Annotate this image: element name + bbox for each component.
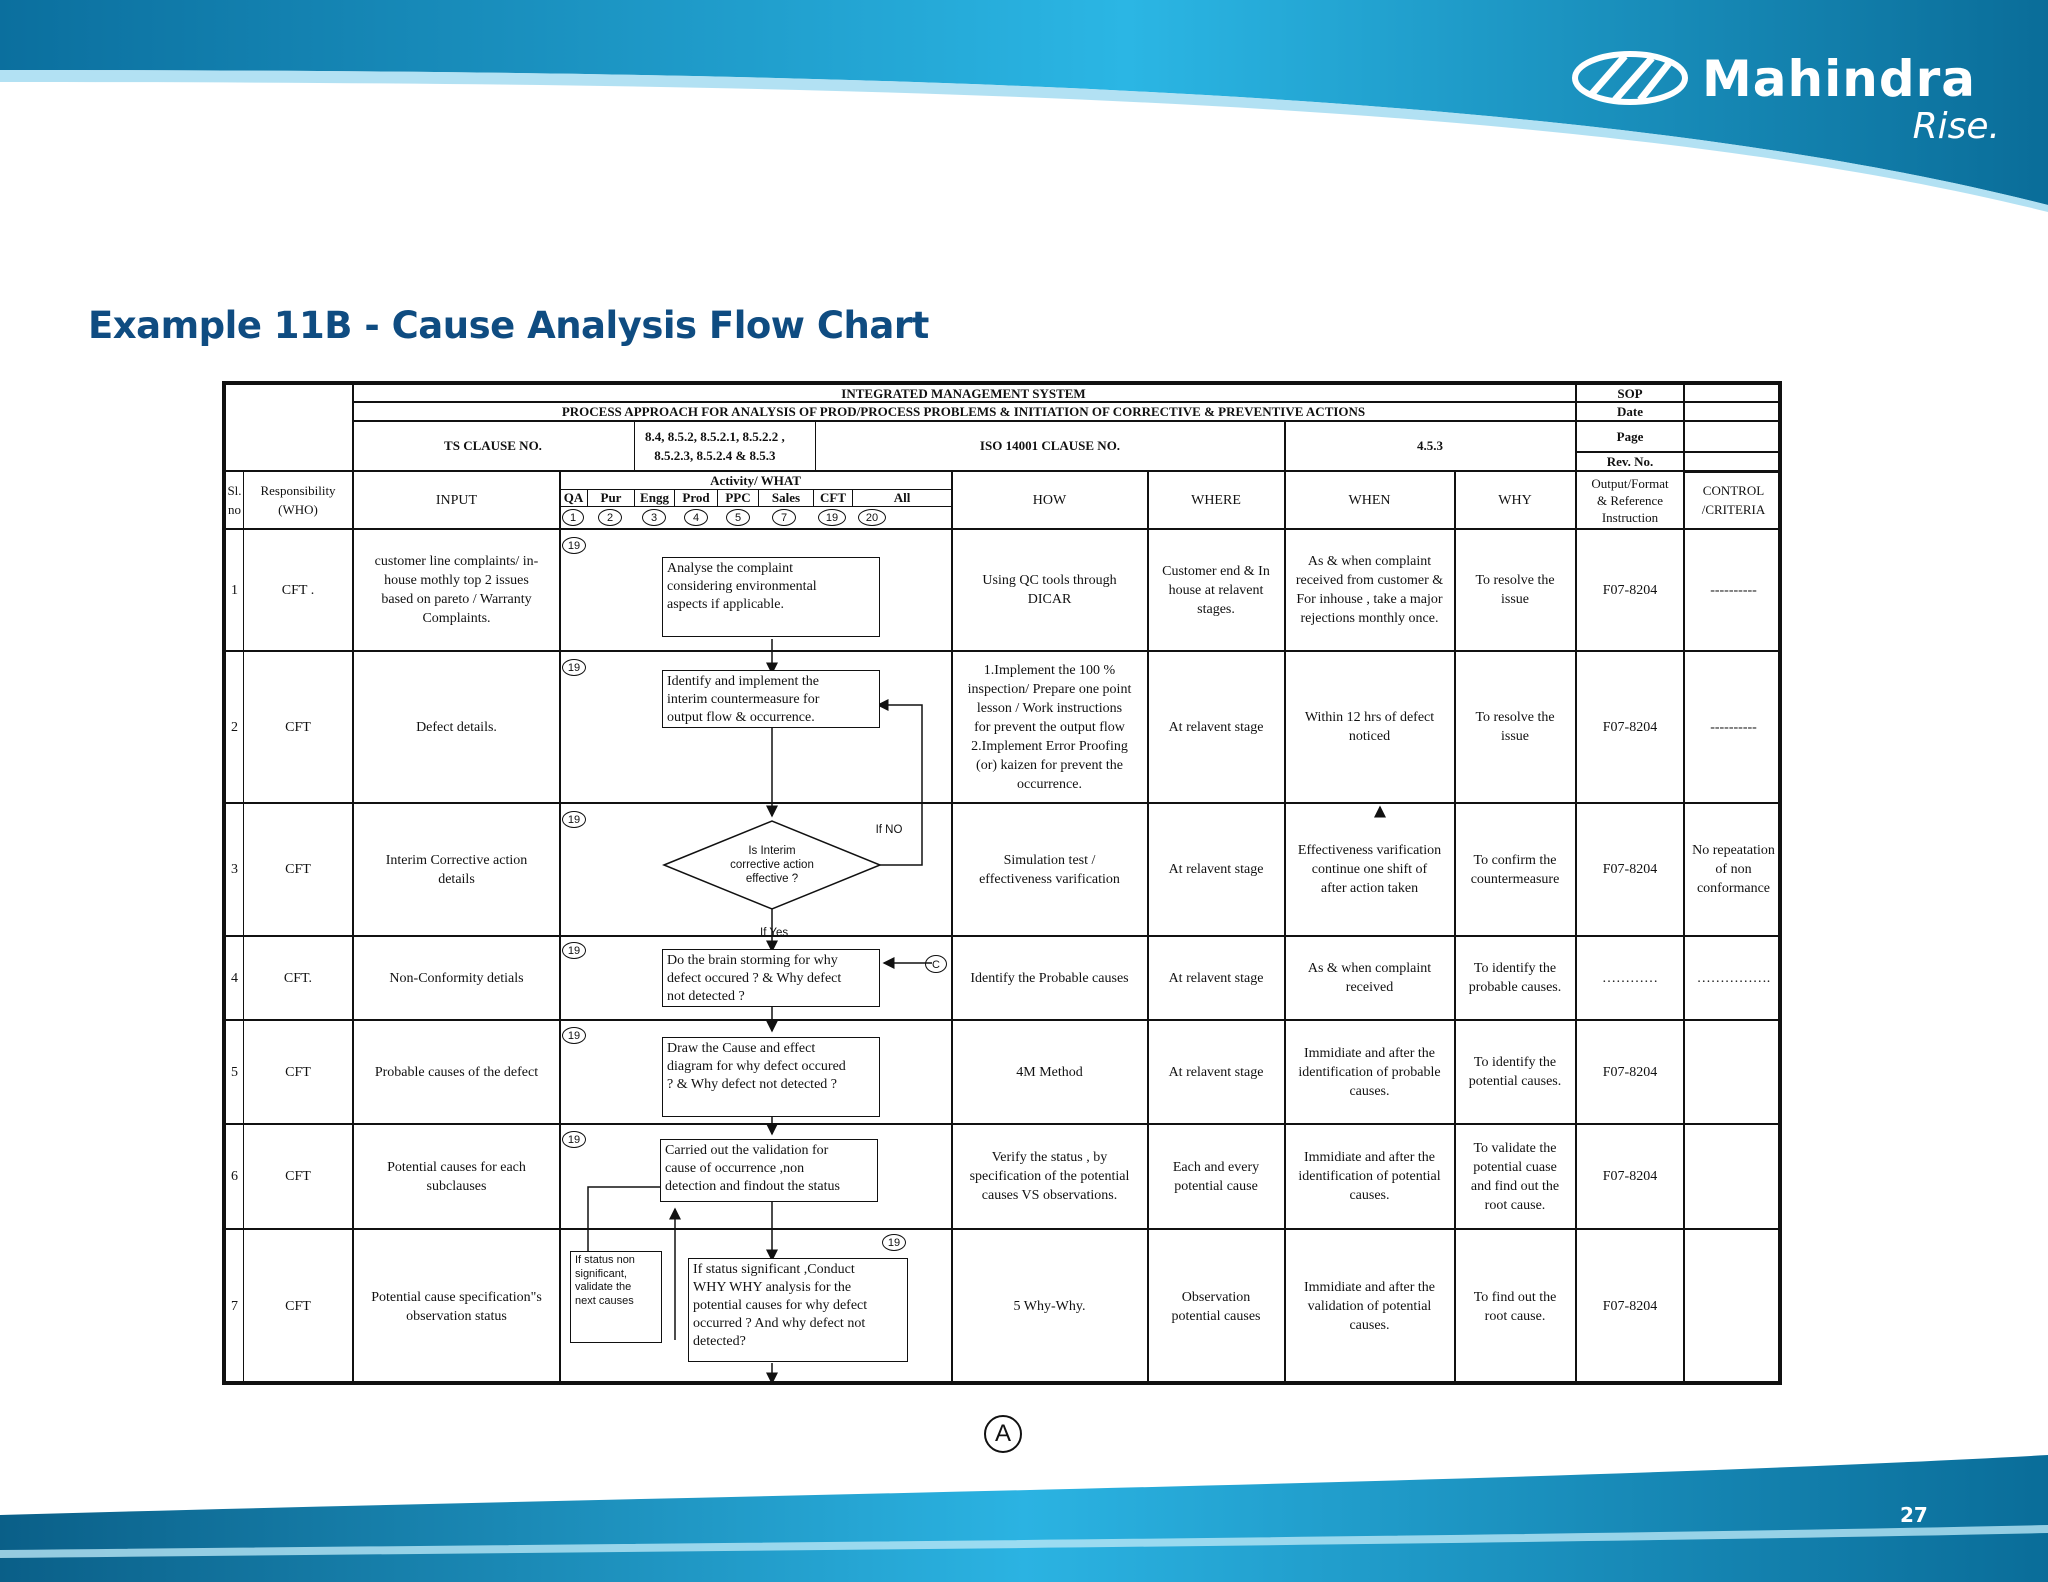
- row-3-where: At relavent stage: [1168, 862, 1264, 877]
- connector-c: C: [925, 955, 947, 973]
- row-4-output: …………: [1602, 970, 1658, 986]
- slide-title: Example 11B - Cause Analysis Flow Chart: [88, 304, 929, 347]
- row-2-when: Within 12 hrs of defect noticed: [1304, 710, 1435, 744]
- row-4-why: To identify the probable causes.: [1468, 961, 1562, 995]
- rev-label: Rev. No.: [1606, 453, 1654, 469]
- row-7-sl: 7: [231, 1299, 238, 1314]
- row-6-output: F07-8204: [1602, 1169, 1658, 1184]
- mahindra-logo: [1570, 48, 2010, 158]
- row-6-input: Potential causes for each subclauses: [387, 1159, 526, 1194]
- flow-step-brainstorm: Do the brain storming for why defect occured ? & Why defect not detected ?: [662, 949, 880, 1007]
- row-2-sl: 2: [231, 719, 238, 735]
- row-5-who: CFT: [285, 1064, 311, 1080]
- dept-pur: Pur: [600, 490, 622, 505]
- row-5-why: To identify the potential causes.: [1468, 1055, 1562, 1089]
- flow-if-no-label: If NO: [875, 823, 903, 836]
- header-activity: Activity/ WHAT: [710, 473, 801, 488]
- row-7-when: Immidiate and after the validation of potential causes.: [1304, 1280, 1435, 1333]
- row-6-where: Each and every potential cause: [1172, 1159, 1260, 1194]
- dept-cft: CFT: [820, 490, 846, 505]
- row-1-when: As & when complaint received from customer & For inhouse , take a major rejections monthly once.: [1295, 554, 1444, 626]
- header-sl: Sl. no: [227, 483, 242, 517]
- brand-name: Mahindra: [1702, 50, 1977, 108]
- dept-code: 19: [818, 509, 846, 526]
- row-1-control: ----------: [1710, 582, 1757, 598]
- date-label: Date: [1617, 403, 1643, 419]
- connector-a: A: [984, 1415, 1022, 1453]
- row-3-how: Simulation test / effectiveness varification: [979, 852, 1120, 887]
- header-where: WHERE: [1191, 492, 1241, 508]
- flow-decision-effective: Is Interim corrective action effective ?: [730, 845, 814, 885]
- dept-code: 3: [642, 509, 666, 526]
- row-2-where: At relavent stage: [1168, 719, 1264, 735]
- row-3-who: CFT: [285, 862, 311, 877]
- cft-marker: 19: [562, 659, 586, 676]
- flow-step-why-why: If status significant ,Conduct WHY WHY analysis for the potential causes for why defect occurred ? And why defect not detected?: [688, 1258, 908, 1362]
- row-4-how: Identify the Probable causes: [970, 970, 1129, 986]
- header-input: INPUT: [435, 492, 478, 508]
- row-4-input: Non-Conformity detials: [389, 970, 524, 986]
- brand-tagline: Rise.: [1912, 106, 2000, 147]
- row-1-why: To resolve the issue: [1475, 573, 1555, 607]
- flow-step-non-significant: If status non significant, validate the next causes: [570, 1251, 662, 1343]
- row-1-input: customer line complaints/ in- house mothly top 2 issues based on pareto / Warranty Complaints.: [374, 554, 539, 626]
- flow-step-interim-countermeasure: Identify and implement the interim countermeasure for output flow & occurrence.: [662, 670, 880, 728]
- row-5-where: At relavent stage: [1168, 1064, 1264, 1080]
- procedure-sheet: [222, 381, 1782, 1385]
- header-output: Output/Format & Reference Instruction: [1591, 475, 1669, 525]
- header-who: Responsibility (WHO): [260, 483, 336, 517]
- page-label: Page: [1616, 428, 1644, 444]
- row-1-sl: 1: [231, 582, 238, 598]
- row-2-output: F07-8204: [1602, 719, 1658, 735]
- ts-clause-value: 8.4, 8.5.2, 8.5.2.1, 8.5.2.2 , 8.5.2.3, 8.5.2.4 & 8.5.3: [645, 428, 785, 463]
- row-6-why: To validate the potential cuase and find out the root cause.: [1470, 1140, 1560, 1213]
- row-6-who: CFT: [285, 1169, 311, 1184]
- dept-all: All: [893, 490, 911, 505]
- dept-sales: Sales: [771, 490, 801, 505]
- mahindra-emblem-icon: [1570, 48, 1690, 108]
- page-number: 27: [1900, 1503, 1928, 1527]
- dept-code: 2: [598, 509, 622, 526]
- footer-band: [0, 1455, 2048, 1582]
- row-3-input: Interim Corrective action details: [385, 852, 528, 887]
- row-5-how: 4M Method: [1016, 1064, 1083, 1080]
- row-3-control: No repeatation of non conformance: [1692, 843, 1775, 896]
- dept-engg: Engg: [640, 490, 669, 505]
- dept-qa: QA: [563, 490, 584, 505]
- row-7-who: CFT: [285, 1299, 311, 1314]
- flow-step-analyse: Analyse the complaint considering environmental aspects if applicable.: [662, 557, 880, 637]
- row-3-output: F07-8204: [1602, 862, 1658, 877]
- row-7-input: Potential cause specification"s observation status: [371, 1289, 542, 1324]
- row-5-input: Probable causes of the defect: [374, 1064, 539, 1080]
- system-title: INTEGRATED MANAGEMENT SYSTEM: [841, 386, 1086, 401]
- ts-clause-label: TS CLAUSE NO.: [444, 438, 542, 453]
- flow-step-validation: Carried out the validation for cause of occurrence ,non detection and findout the status: [660, 1139, 878, 1202]
- row-6-how: Verify the status , by specification of the potential causes VS observations.: [969, 1150, 1130, 1203]
- cft-marker: 19: [562, 1027, 586, 1044]
- row-2-how: 1.Implement the 100 % inspection/ Prepare one point lesson / Work instructions for prevent the output flow 2.Implement Error Proofing (or) kaizen for prevent the occurrence.: [967, 662, 1132, 792]
- iso-clause-value: 4.5.3: [1417, 438, 1443, 453]
- sop-label: SOP: [1617, 386, 1643, 401]
- header-how: HOW: [1032, 492, 1067, 508]
- row-7-how: 5 Why-Why.: [1013, 1299, 1086, 1314]
- row-4-sl: 4: [231, 970, 238, 986]
- row-2-control: ----------: [1710, 719, 1757, 735]
- header-control: CONTROL /CRITERIA: [1701, 483, 1766, 517]
- dept-code: 4: [684, 509, 708, 526]
- row-3-sl: 3: [231, 862, 238, 877]
- row-2-input: Defect details.: [416, 719, 497, 735]
- row-1-who: CFT .: [281, 582, 315, 598]
- flow-if-yes-label: If Yes: [760, 926, 789, 939]
- cft-marker: 19: [562, 537, 586, 554]
- header-why: WHY: [1498, 492, 1532, 508]
- row-5-sl: 5: [231, 1064, 238, 1080]
- row-6-sl: 6: [231, 1169, 238, 1184]
- row-3-when: Effectiveness varification continue one shift of after action taken: [1297, 843, 1442, 896]
- row-1-where: Customer end & In house at relavent stages.: [1162, 563, 1270, 617]
- header-when: WHEN: [1348, 492, 1391, 508]
- row-1-output: F07-8204: [1602, 582, 1658, 598]
- cft-marker: 19: [562, 811, 586, 828]
- row-2-why: To resolve the issue: [1475, 710, 1555, 744]
- dept-code: 7: [772, 509, 796, 526]
- row-4-who: CFT.: [283, 970, 313, 986]
- row-4-where: At relavent stage: [1168, 970, 1264, 986]
- procedure-subtitle: PROCESS APPROACH FOR ANALYSIS OF PROD/PROCESS PROBLEMS & INITIATION OF CORRECTIVE & PREVENTIVE ACTIONS: [561, 403, 1366, 419]
- row-4-control: …………….: [1696, 970, 1771, 986]
- dept-prod: Prod: [682, 490, 710, 505]
- dept-code: 1: [562, 509, 584, 526]
- row-2-who: CFT: [285, 719, 311, 735]
- cft-marker: 19: [882, 1234, 906, 1251]
- row-3-why: To confirm the countermeasure: [1470, 852, 1560, 887]
- cft-marker: 19: [562, 1131, 586, 1148]
- row-1-how: Using QC tools through DICAR: [982, 573, 1117, 607]
- iso-clause-label: ISO 14001 CLAUSE NO.: [979, 438, 1121, 453]
- row-6-when: Immidiate and after the identification of potential causes.: [1298, 1150, 1441, 1203]
- flow-step-cause-effect: Draw the Cause and effect diagram for why defect occured ? & Why defect not detected ?: [662, 1037, 880, 1117]
- row-4-when: As & when complaint received: [1307, 961, 1432, 995]
- row-7-output: F07-8204: [1602, 1299, 1658, 1314]
- row-5-when: Immidiate and after the identification of probable causes.: [1298, 1045, 1441, 1099]
- row-7-where: Observation potential causes: [1171, 1289, 1261, 1324]
- row-7-why: To find out the root cause.: [1473, 1289, 1557, 1324]
- row-5-output: F07-8204: [1602, 1064, 1658, 1080]
- dept-code: 20: [858, 509, 886, 526]
- flow-connectors: [226, 385, 1782, 1383]
- dept-code: 5: [726, 509, 750, 526]
- dept-ppc: PPC: [725, 490, 751, 505]
- cft-marker: 19: [562, 942, 586, 959]
